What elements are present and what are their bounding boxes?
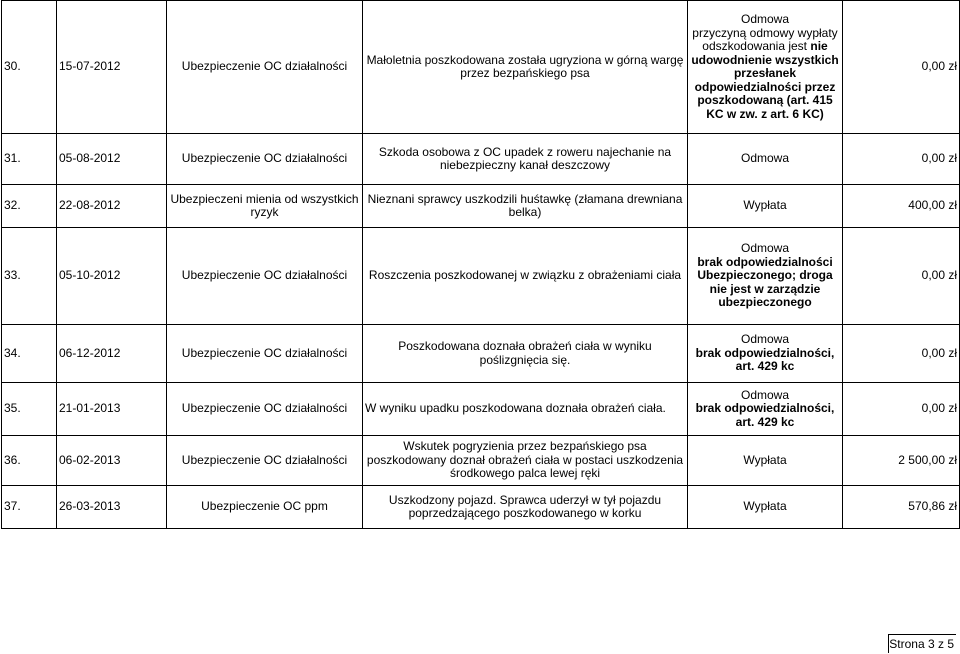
decision-reason: brak odpowiedzialności Ubezpieczonego; droga nie jest w zarządzie ubezpieczonego [697,254,833,310]
decision-head: Odmowa [740,12,790,26]
decision [688,486,843,529]
amount: 0,00 zł [843,1,960,134]
claim-date: 05-10-2012 [57,228,167,325]
row-number: 32. [2,185,57,228]
table-row [2,383,960,436]
decision [688,228,843,325]
amount: 0,00 zł [843,325,960,383]
row-number: 36. [2,436,57,486]
claim-date: 15-07-2012 [57,1,167,134]
amount: 0,00 zł [843,383,960,436]
decision [688,1,843,134]
claim-date: 05-08-2012 [57,134,167,185]
claim-date: 21-01-2013 [57,383,167,436]
table-row [2,486,960,529]
decision [688,436,843,486]
decision-head: Odmowa [740,332,790,347]
amount: 0,00 zł [843,134,960,185]
amount: 570,86 zł [843,486,960,529]
decision [688,325,843,383]
decision [688,134,843,185]
decision-head: Wypłata [743,198,787,213]
decision [688,185,843,228]
claims-table [1,0,960,529]
claim-description: W wyniku upadku poszkodowana doznała obrażeń ciała. [363,383,688,436]
row-number: 37. [2,486,57,529]
claim-description: Wskutek pogryzienia przez bezpańskiego psa poszkodowany doznał obrażeń ciała w postaci uszkodzenia środkowego palca lewej ręki [363,436,688,486]
table-row [2,134,960,185]
table-row [2,436,960,486]
row-number: 33. [2,228,57,325]
claim-description: Poszkodowana doznała obrażeń ciała w wyniku poślizgnięcia się. [363,325,688,383]
insurance-type: Ubezpieczenie OC działalności [167,228,363,325]
amount: 0,00 zł [843,228,960,325]
claim-description: Roszczenia poszkodowanej w związku z obrażeniami ciała [363,228,688,325]
amount: 400,00 zł [843,185,960,228]
row-number: 34. [2,325,57,383]
page-number: Strona 3 z 5 [888,634,956,653]
decision-text: przyczyną odmowy wypłaty odszkodowania jest [692,25,838,53]
decision-reason: nie udowodnienie wszystkich przesłanek odpowiedzialności przez poszkodowaną (art. 415 KC w zw. z art. 6 KC) [691,39,839,121]
claim-date: 22-08-2012 [57,185,167,228]
insurance-type: Ubezpieczenie OC działalności [167,383,363,436]
insurance-type: Ubezpieczenie OC działalności [167,1,363,134]
insurance-type: Ubezpieczenie OC ppm [167,486,363,529]
claim-description: Nieznani sprawcy uszkodzili huśtawkę (złamana drewniana belka) [363,185,688,228]
decision [688,383,843,436]
insurance-type: Ubezpieczenie OC działalności [167,436,363,486]
table-row [2,228,960,325]
insurance-type: Ubezpieczeni mienia od wszystkich ryzyk [167,185,363,228]
insurance-type: Ubezpieczenie OC działalności [167,325,363,383]
decision-reason: brak odpowiedzialności, art. 429 kc [695,401,835,429]
row-number: 31. [2,134,57,185]
amount: 2 500,00 zł [843,436,960,486]
row-number: 30. [2,1,57,134]
claim-description: Małoletnia poszkodowana została ugryziona w górną wargę przez bezpańskiego psa [363,1,688,134]
table-row [2,1,960,134]
claim-date: 26-03-2013 [57,486,167,529]
insurance-type: Ubezpieczenie OC działalności [167,134,363,185]
decision-head: Wypłata [743,499,787,514]
decision-head: Odmowa [740,241,790,256]
table-row [2,325,960,383]
decision-head: Odmowa [740,151,790,166]
decision-reason: brak odpowiedzialności, art. 429 kc [695,345,835,374]
claim-description: Szkoda osobowa z OC upadek z roweru najechanie na niebezpieczny kanał deszczowy [363,134,688,185]
decision-head: Wypłata [743,452,787,467]
decision-head: Odmowa [740,387,790,402]
claim-date: 06-02-2013 [57,436,167,486]
claim-date: 06-12-2012 [57,325,167,383]
table-row [2,185,960,228]
row-number: 35. [2,383,57,436]
claim-description: Uszkodzony pojazd. Sprawca uderzył w tył pojazdu poprzedzającego poszkodowanego w korku [363,486,688,529]
